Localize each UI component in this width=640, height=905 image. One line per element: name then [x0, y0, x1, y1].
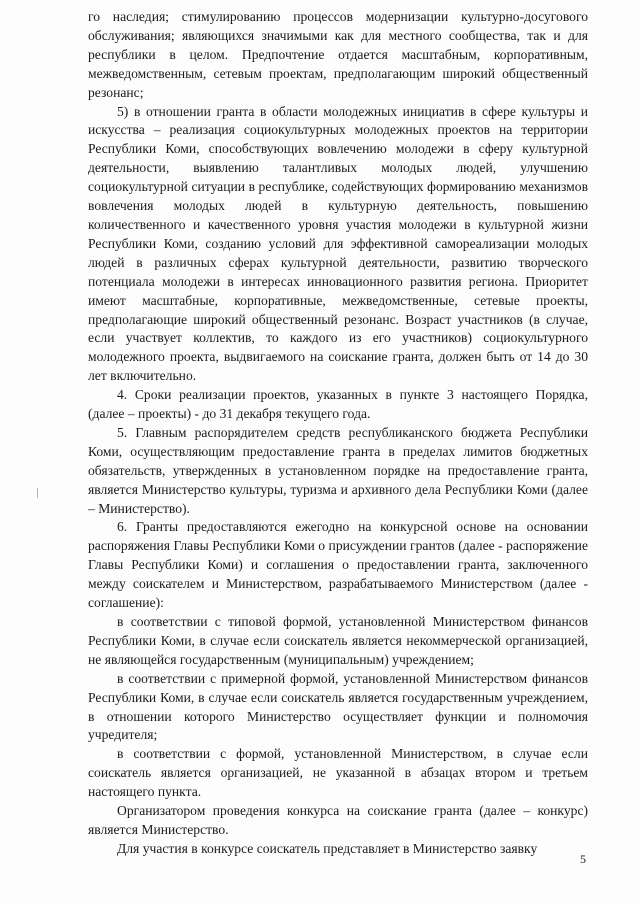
document-body [88, 8, 588, 859]
paragraph-typical-form: в соответствии с типовой формой, установленной Министерством финансов Республики Коми, в случае если соискатель является некоммерческой организацией, не являющейся государственным (муниципальным) учреждением; [88, 614, 588, 667]
paragraph-clause-5-main-manager: 5. Главным распорядителем средств республиканского бюджета Республики Коми, осуществляющим предоставление гранта в пределах лимитов бюджетных обязательств, утвержденных в установленном порядке на предоставление гранта, является Министерство культуры, туризма и архивного дела Республики Коми (далее – Министерство). [88, 424, 588, 516]
paragraph-clause-6-grants: 6. Гранты предоставляются ежегодно на конкурсной основе на основании распоряжения Главы Республики Коми о присуждении грантов (далее - распоряжение Главы Республики Коми) и соглашения о предоставлении гранта, заключенного между соискателем и Министерством, разрабатываемого Министерством (далее - соглашение): [88, 519, 588, 611]
paragraph-continuation: го наследия; стимулированию процессов модернизации культурно-досугового обслуживания; являющихся значимыми как для местного сообщества, так и для республики в целом. Предпочтение отдается масштабным, корпоративным, межведомственным, сетевым проектам, предполагающим широкий общественный резонанс; [88, 9, 588, 100]
paragraph-clause-4-terms: 4. Сроки реализации проектов, указанных в пункте 3 настоящего Порядка, (далее – проекты) - до 31 декабря текущего года. [88, 387, 588, 422]
paragraph-ministry-form: в соответствии с формой, установленной Министерством, в случае если соискатель является организацией, не указанной в абзацах втором и третьем настоящего пункта. [88, 746, 588, 800]
paragraph-item-5-youth-grant: 5) в отношении гранта в области молодежных инициатив в сфере культуры и искусства – реализация социокультурных молодежных проектов на территории Республики Коми, способствующих вовлечению молодежи в сферу культурной деятельности, выявлению талантливых молодых людей, улучшению социокультурной ситуации в республике, содействующих формированию механизмов вовлечения молодых людей в культурную деятельность, повышению количественного и качественного уровня участия молодежи в культурной жизни Республики Коми, созданию условий для эффективной самореализации молодых людей в различных сферах культурной деятельности, развитию творческого потенциала молодежи в интересах инновационного развития региона. Приоритет имеют масштабные, корпоративные, межведомственные, сетевые проекты, предполагающие широкий общественный резонанс. Возраст участников (в случае, если участвует коллектив, то каждого из его участников) социокультурного молодежного проекта, выдвигаемого на соискание гранта, должен быть от 14 до 30 лет включительно. [88, 103, 588, 384]
paragraph-participation: Для участия в конкурсе соискатель представляет в Министерство заявку [117, 840, 538, 856]
page-number: 5 [580, 852, 586, 866]
scan-mark [37, 488, 38, 498]
paragraph-sample-form: в соответствии с примерной формой, установленной Министерством финансов Республики Коми, в случае если соискатель является государственным учреждением, в отношении которого Министерство осуществляет функции и полномочия учредителя; [88, 670, 588, 743]
paragraph-contest-organizer: Организатором проведения конкурса на соискание гранта (далее – конкурс) является Министерство. [88, 803, 588, 837]
